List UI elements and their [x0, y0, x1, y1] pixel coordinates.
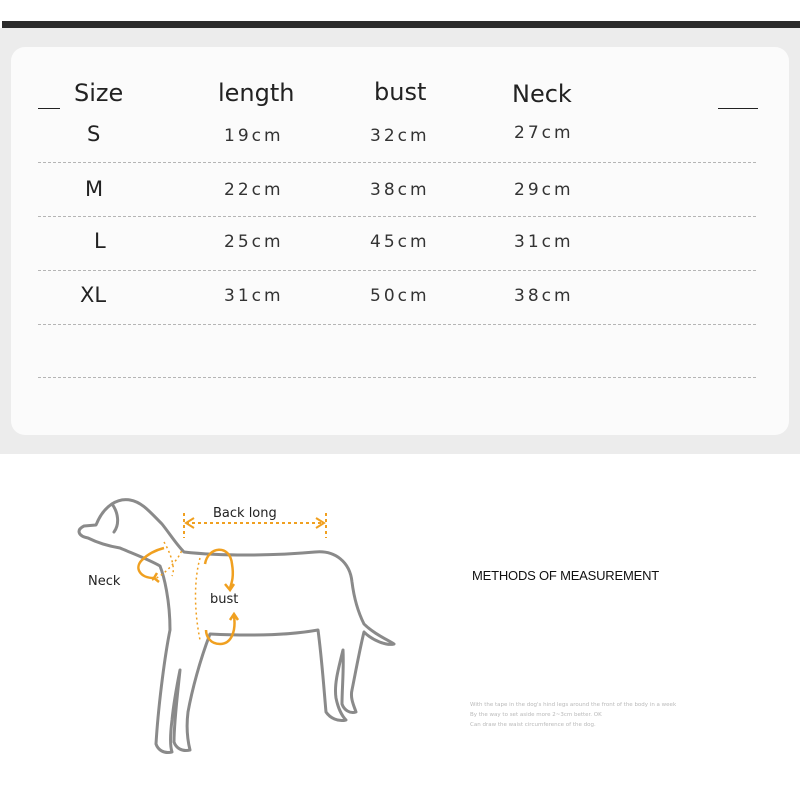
note-line: Can draw the waist circumference of the dog.	[470, 722, 596, 728]
header-size: Size	[74, 79, 124, 107]
row-neck-cell: 27cm	[514, 123, 574, 143]
header-bust: bust	[374, 78, 427, 106]
bust-label: bust	[210, 592, 239, 607]
row-divider	[38, 216, 756, 217]
neck-label: Neck	[88, 574, 121, 589]
top-divider	[2, 21, 800, 28]
row-bust-cell: 32cm	[370, 126, 430, 146]
bust-arrow-bottom	[206, 616, 234, 644]
row-length-cell: 25cm	[224, 232, 284, 252]
row-divider	[38, 377, 756, 378]
row-neck-cell: 29cm	[514, 180, 574, 200]
dog-ear	[112, 504, 118, 532]
row-divider	[38, 324, 756, 325]
header-rule-right	[718, 108, 758, 109]
row-size-label: XL	[80, 283, 107, 307]
back-long-label: Back long	[213, 506, 277, 521]
top-bar	[0, 0, 800, 30]
note-line: With the tape in the dog's hind legs around the front of the body in a week	[470, 702, 677, 708]
row-neck-cell: 31cm	[514, 232, 574, 252]
row-neck-cell: 38cm	[514, 286, 574, 306]
row-divider	[38, 270, 756, 271]
row-divider	[38, 162, 756, 163]
header-length: length	[218, 79, 295, 107]
row-size-label: S	[87, 122, 101, 146]
row-size-label: L	[94, 229, 106, 253]
row-bust-cell: 38cm	[370, 180, 430, 200]
measurement-notes	[470, 700, 676, 730]
dog-outline	[79, 500, 394, 753]
row-length-cell: 22cm	[224, 180, 284, 200]
row-length-cell: 19cm	[224, 126, 284, 146]
methods-title: METHODS OF MEASUREMENT	[472, 568, 659, 583]
bust-dotted-loop	[196, 558, 201, 640]
header-rule-left	[38, 108, 60, 109]
row-size-label: M	[85, 177, 104, 201]
header-neck: Neck	[512, 80, 572, 108]
row-bust-cell: 45cm	[370, 232, 430, 252]
row-length-cell: 31cm	[224, 286, 284, 306]
note-line: By the way to set aside more 2~3cm better. OK	[470, 712, 602, 718]
row-bust-cell: 50cm	[370, 286, 430, 306]
dog-measurement-diagram	[60, 480, 420, 770]
